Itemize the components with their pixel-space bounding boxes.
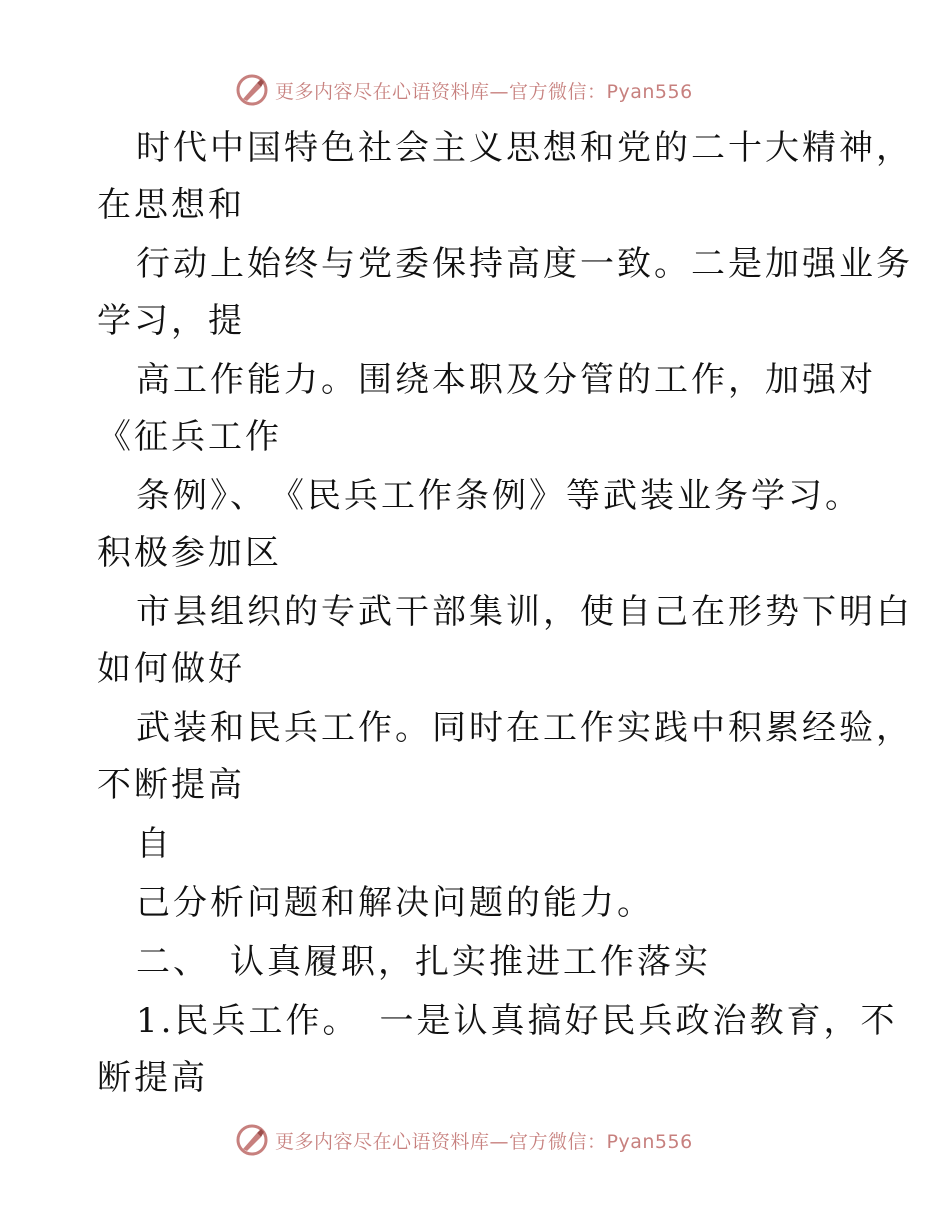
- body-line: 积极参加区: [97, 533, 282, 573]
- pen-nib-seal-icon: [235, 73, 269, 107]
- body-line: 如何做好: [97, 649, 245, 689]
- section-heading: 二、 认真履职，扎实推进工作落实: [136, 942, 711, 982]
- body-line: 不断提高: [97, 765, 245, 805]
- body-line: 1.民兵工作。 一是认真搞好民兵政治教育，不: [136, 1001, 898, 1041]
- pen-nib-seal-icon: [235, 1123, 269, 1157]
- footer-banner: [235, 1122, 693, 1158]
- body-line: 自: [136, 824, 173, 864]
- footer-banner-text: 更多内容尽在心语资料库—官方微信：Pyan556: [275, 1130, 693, 1153]
- body-line: 时代中国特色社会主义思想和党的二十大精神，: [136, 128, 913, 168]
- header-banner-text: 更多内容尽在心语资料库—官方微信：Pyan556: [275, 80, 693, 103]
- body-line: 《征兵工作: [97, 417, 282, 457]
- body-line: 己分析问题和解决问题的能力。: [136, 883, 654, 923]
- body-line: 在思想和: [97, 185, 245, 225]
- body-line: 市县组织的专武干部集训，使自己在形势下明白: [136, 592, 913, 632]
- body-line: 学习，提: [97, 301, 245, 341]
- body-line: 条例》、 《民兵工作条例》等武装业务学习。: [136, 476, 862, 516]
- body-line: 行动上始终与党委保持高度一致。二是加强业务: [136, 244, 913, 284]
- body-line: 武装和民兵工作。同时在工作实践中积累经验，: [136, 708, 913, 748]
- body-line: 高工作能力。围绕本职及分管的工作，加强对: [136, 360, 876, 400]
- header-banner: [235, 72, 693, 108]
- body-line: 断提高: [97, 1058, 208, 1098]
